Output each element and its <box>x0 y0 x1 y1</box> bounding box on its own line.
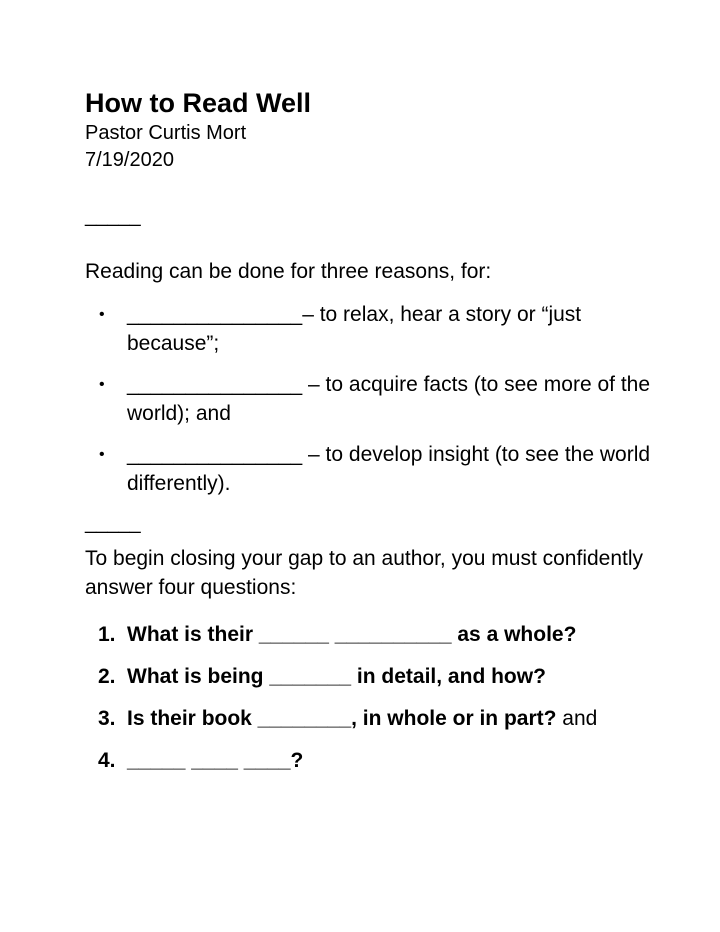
list-item <box>85 662 655 691</box>
reasons-list <box>85 300 655 498</box>
list-number: 4. <box>98 749 116 772</box>
question-text: What is being _______ in detail, and how? <box>127 665 546 688</box>
section-divider: _____ <box>85 205 141 227</box>
bullet-icon: • <box>99 446 105 463</box>
page-title: How to Read Well <box>85 88 312 118</box>
question-text: What is their ______ __________ as a whole? <box>127 623 577 646</box>
list-item <box>85 300 655 358</box>
list-item-text: _______________ – to develop insight (to see the world differently). <box>127 443 651 495</box>
list-number: 1. <box>98 623 116 646</box>
list-number: 2. <box>98 665 116 688</box>
question-text: _____ ____ ____? <box>127 749 304 772</box>
section-divider: _____ <box>85 512 141 534</box>
list-item <box>85 704 655 733</box>
list-number: 3. <box>98 707 116 730</box>
list-item <box>85 620 655 649</box>
author-name: Pastor Curtis Mort <box>85 122 247 144</box>
question-suffix: and <box>556 707 598 730</box>
bullet-icon: • <box>99 376 105 393</box>
intro-paragraph: Reading can be done for three reasons, for: <box>85 260 492 283</box>
bullet-icon: • <box>99 306 105 323</box>
worksheet-page <box>85 86 655 788</box>
list-item <box>85 746 655 775</box>
list-item-text: _______________ – to acquire facts (to see more of the world); and <box>127 373 651 425</box>
list-item-text: _______________– to relax, hear a story or “just because”; <box>127 303 582 355</box>
list-item <box>85 370 655 428</box>
gap-paragraph: To begin closing your gap to an author, you must confidently answer four questions: <box>85 547 644 599</box>
questions-list <box>85 620 655 775</box>
question-text: Is their book ________, in whole or in part? <box>127 707 557 730</box>
date-text: 7/19/2020 <box>85 149 174 171</box>
list-item <box>85 440 655 498</box>
